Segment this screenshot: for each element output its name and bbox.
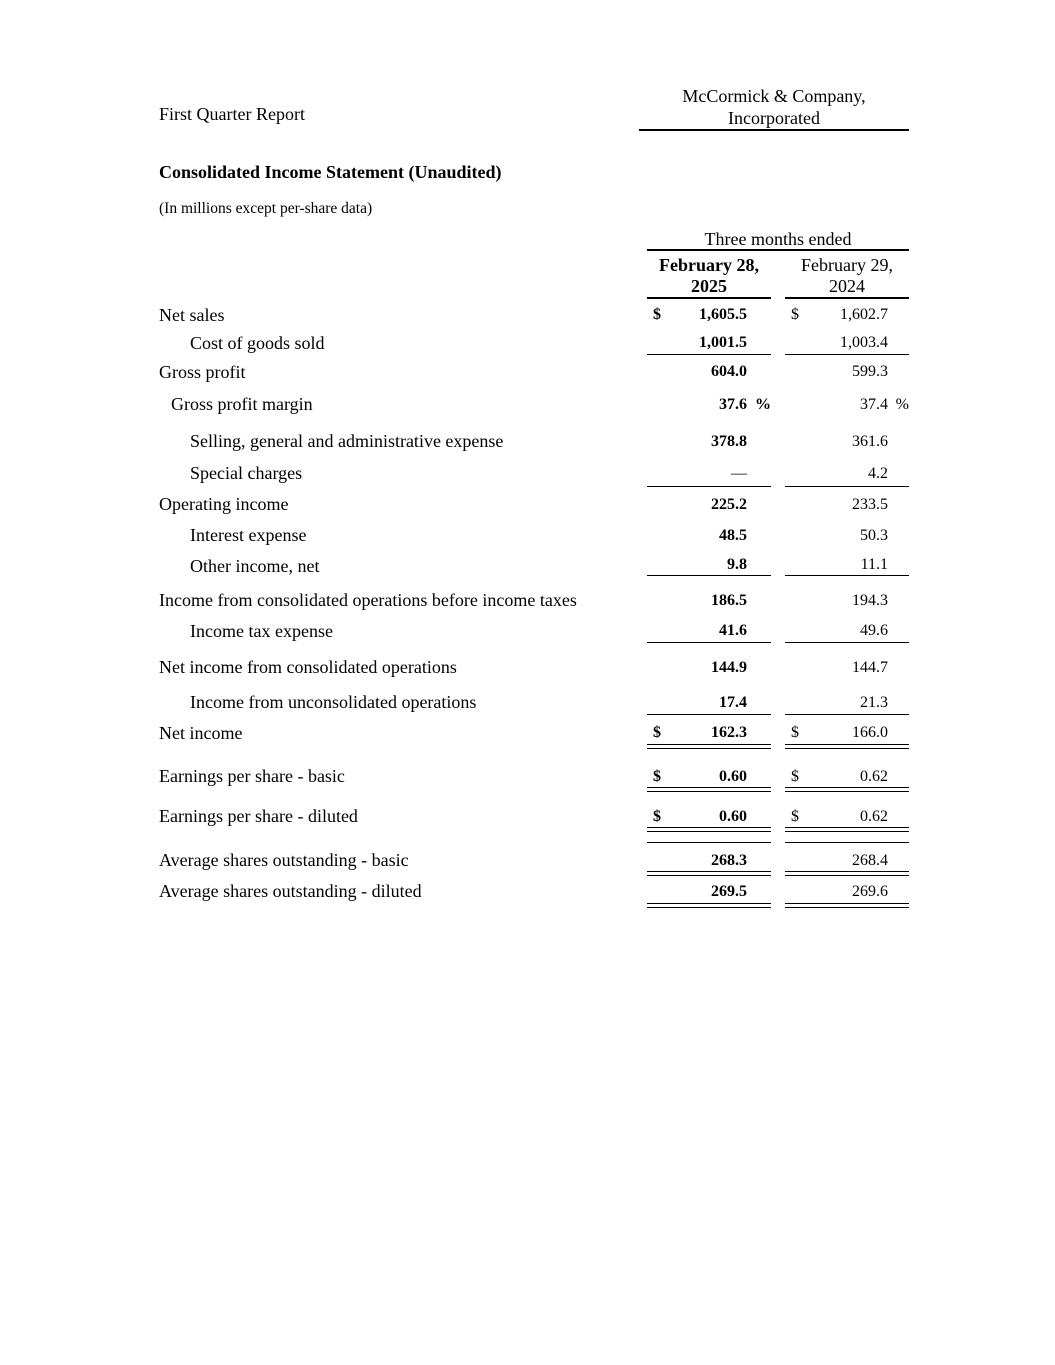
row-label-net-income: Net income [159,723,243,743]
value: 361.6 [852,433,888,450]
rule [785,642,909,643]
row-label-net-sales: Net sales [159,305,225,325]
value: 166.0 [852,724,888,741]
report-name: First Quarter Report [159,104,305,124]
value: 186.5 [711,592,747,609]
column-header-2025-year: 2025 [691,276,727,296]
rule [647,842,771,843]
double-rule [785,744,909,749]
rule [785,354,909,355]
rule [647,354,771,355]
company-name-line1: McCormick & Company, [682,86,866,106]
value: 11.1 [860,556,888,573]
rule [785,842,909,843]
rule [647,486,771,487]
double-rule [785,903,909,908]
value: 269.5 [711,883,747,900]
value: 1,001.5 [699,334,747,351]
value: 1,602.7 [840,306,888,323]
column-header-2024 [785,255,909,299]
value: 4.2 [868,465,888,482]
value: 268.3 [711,852,747,869]
currency-symbol: $ [653,768,661,785]
value: 37.4 [860,396,888,413]
value: 9.8 [727,556,747,573]
row-label-pretax-income: Income from consolidated operations before income taxes [159,590,577,610]
period-header: Three months ended [647,229,909,251]
row-label-special-charges: Special charges [190,463,303,483]
row-label-gross-profit: Gross profit [159,362,246,382]
row-label-interest-expense: Interest expense [190,525,307,545]
row-label-cogs: Cost of goods sold [190,333,325,353]
value: 1,605.5 [699,306,747,323]
value: 37.6 [719,396,747,413]
currency-symbol: $ [791,808,799,825]
double-rule [647,903,771,908]
percent-symbol: % [755,396,771,413]
row-label-operating-income: Operating income [159,494,289,514]
double-rule [647,871,771,876]
value: 268.4 [852,852,888,869]
row-label-gross-margin: Gross profit margin [171,394,313,414]
currency-symbol: $ [653,724,661,741]
currency-symbol: $ [791,768,799,785]
statement-units: (In millions except per-share data) [159,200,373,217]
value: 17.4 [719,694,747,711]
row-label-unconsolidated: Income from unconsolidated operations [190,692,477,712]
currency-symbol: $ [653,306,661,323]
rule [785,486,909,487]
value: 41.6 [719,622,747,639]
column-header-2024-date: February 29, [801,255,893,275]
value: 0.60 [719,768,747,785]
currency-symbol: $ [791,306,799,323]
value: 225.2 [711,496,747,513]
value: 162.3 [711,724,747,741]
double-rule [647,787,771,792]
value: 604.0 [711,363,747,380]
row-label-income-tax: Income tax expense [190,621,333,641]
row-label-eps-basic: Earnings per share - basic [159,766,345,786]
column-header-2024-year: 2024 [829,276,865,296]
rule [647,714,771,715]
column-header-2025 [647,255,771,299]
value: 0.60 [719,808,747,825]
value: 1,003.4 [840,334,888,351]
company-name-line2: Incorporated [728,108,820,128]
row-label-net-income-consolidated: Net income from consolidated operations [159,657,457,677]
value: 50.3 [860,527,888,544]
value: — [731,465,747,482]
value: 269.6 [852,883,888,900]
double-rule [785,871,909,876]
statement-title: Consolidated Income Statement (Unaudited) [159,162,502,182]
rule [647,642,771,643]
value: 21.3 [860,694,888,711]
value: 144.9 [711,659,747,676]
column-header-2025-date: February 28, [659,255,759,275]
rule [785,575,909,576]
double-rule [647,744,771,749]
rule [647,575,771,576]
currency-symbol: $ [653,808,661,825]
row-label-shares-basic: Average shares outstanding - basic [159,850,409,870]
value: 194.3 [852,592,888,609]
double-rule [647,827,771,832]
percent-symbol: % [895,396,909,413]
value: 0.62 [860,808,888,825]
value: 48.5 [719,527,747,544]
double-rule [785,827,909,832]
value: 378.8 [711,433,747,450]
rule [785,714,909,715]
currency-symbol: $ [791,724,799,741]
value: 144.7 [852,659,888,676]
double-rule [785,787,909,792]
value: 49.6 [860,622,888,639]
value: 599.3 [852,363,888,380]
value: 0.62 [860,768,888,785]
company-name [639,85,909,131]
row-label-other-income: Other income, net [190,556,320,576]
row-label-sga: Selling, general and administrative expense [190,431,504,451]
value: 233.5 [852,496,888,513]
row-label-eps-diluted: Earnings per share - diluted [159,806,358,826]
row-label-shares-diluted: Average shares outstanding - diluted [159,881,422,901]
